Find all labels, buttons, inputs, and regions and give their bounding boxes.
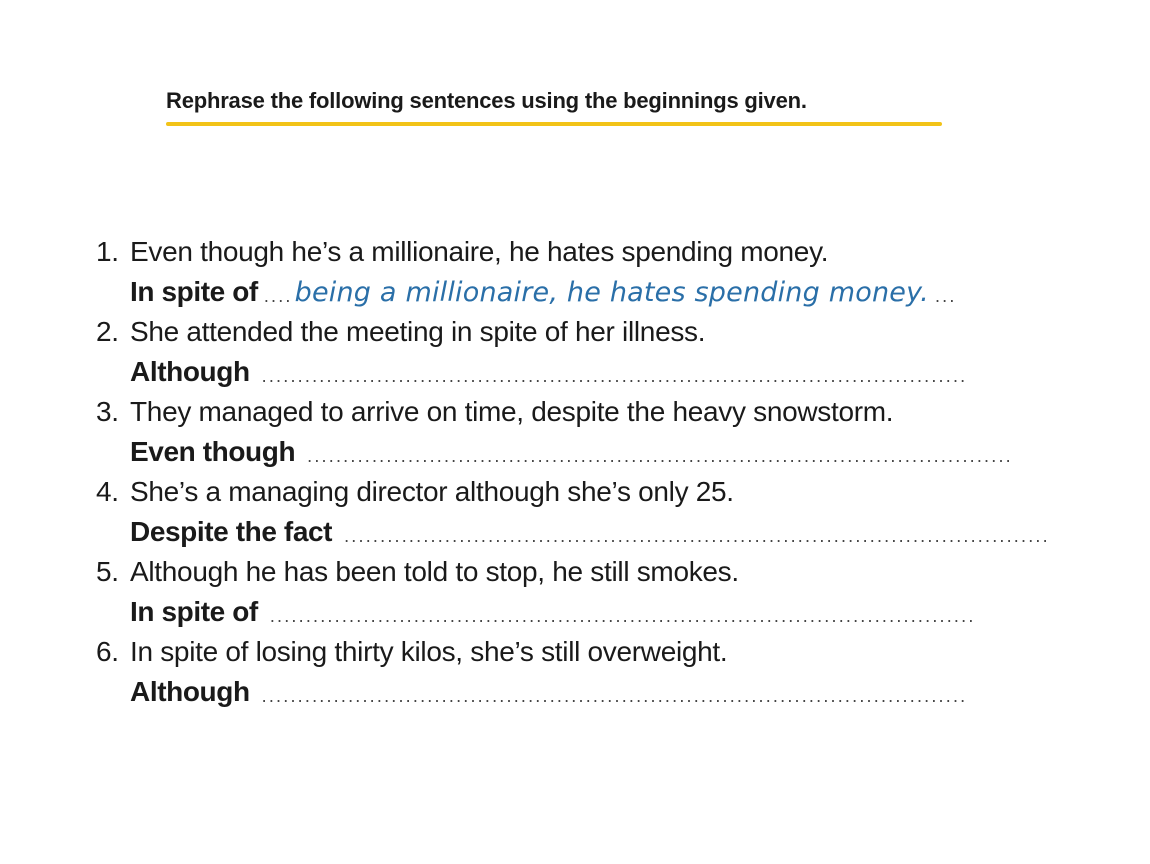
original-sentence <box>96 552 1086 592</box>
dotted-answer-line: .................................................................................................. <box>307 446 1013 466</box>
sentence-beginning: Although <box>130 676 250 707</box>
original-sentence <box>96 312 1086 352</box>
item-number: 2. <box>96 316 119 347</box>
rewrite-line[interactable] <box>130 272 1086 312</box>
sentence-beginning: Even though <box>130 436 296 467</box>
dotted-leader: ... <box>934 286 957 306</box>
handwritten-answer: being a millionaire, he hates spending money. <box>294 277 929 308</box>
item-number: 3. <box>96 396 119 427</box>
item-number: 4. <box>96 476 119 507</box>
original-sentence <box>96 472 1086 512</box>
sentence-text: Even though he’s a millionaire, he hates spending money. <box>130 236 829 267</box>
exercise-item-2 <box>96 312 1086 392</box>
instruction-highlight-underline <box>166 122 942 126</box>
rewrite-line[interactable] <box>130 672 1086 712</box>
rewrite-line[interactable] <box>130 352 1086 392</box>
exercise-item-6 <box>96 632 1086 712</box>
dotted-answer-line: .................................................................................................. <box>269 606 976 626</box>
dotted-answer-line: .................................................................................................. <box>261 686 968 706</box>
original-sentence <box>96 232 1086 272</box>
sentence-beginning: Although <box>130 356 250 387</box>
exercise-item-3 <box>96 392 1086 472</box>
sentence-text: In spite of losing thirty kilos, she’s still overweight. <box>130 636 728 667</box>
sentence-beginning: In spite of <box>130 276 258 307</box>
sentence-beginning: Despite the fact <box>130 516 333 547</box>
sentence-text: She’s a managing director although she’s only 25. <box>130 476 734 507</box>
item-number: 6. <box>96 636 119 667</box>
dotted-answer-line: .................................................................................................. <box>344 526 1050 546</box>
sentence-beginning: In spite of <box>130 596 258 627</box>
dotted-answer-line: .................................................................................................. <box>261 366 968 386</box>
item-number: 1. <box>96 236 119 267</box>
exercise-item-5 <box>96 552 1086 632</box>
sentence-text: They managed to arrive on time, despite the heavy snowstorm. <box>130 396 894 427</box>
original-sentence <box>96 392 1086 432</box>
sentence-text: Although he has been told to stop, he still smokes. <box>130 556 739 587</box>
exercise-item-1 <box>96 232 1086 312</box>
rewrite-line[interactable] <box>130 592 1086 632</box>
dotted-leader: .... <box>263 286 293 306</box>
exercise-list <box>96 232 1086 712</box>
sentence-text: She attended the meeting in spite of her illness. <box>130 316 706 347</box>
exercise-item-4 <box>96 472 1086 552</box>
rewrite-line[interactable] <box>130 432 1086 472</box>
original-sentence <box>96 632 1086 672</box>
rewrite-line[interactable] <box>130 512 1086 552</box>
instruction-heading: Rephrase the following sentences using the beginnings given. <box>166 88 807 113</box>
item-number: 5. <box>96 556 119 587</box>
